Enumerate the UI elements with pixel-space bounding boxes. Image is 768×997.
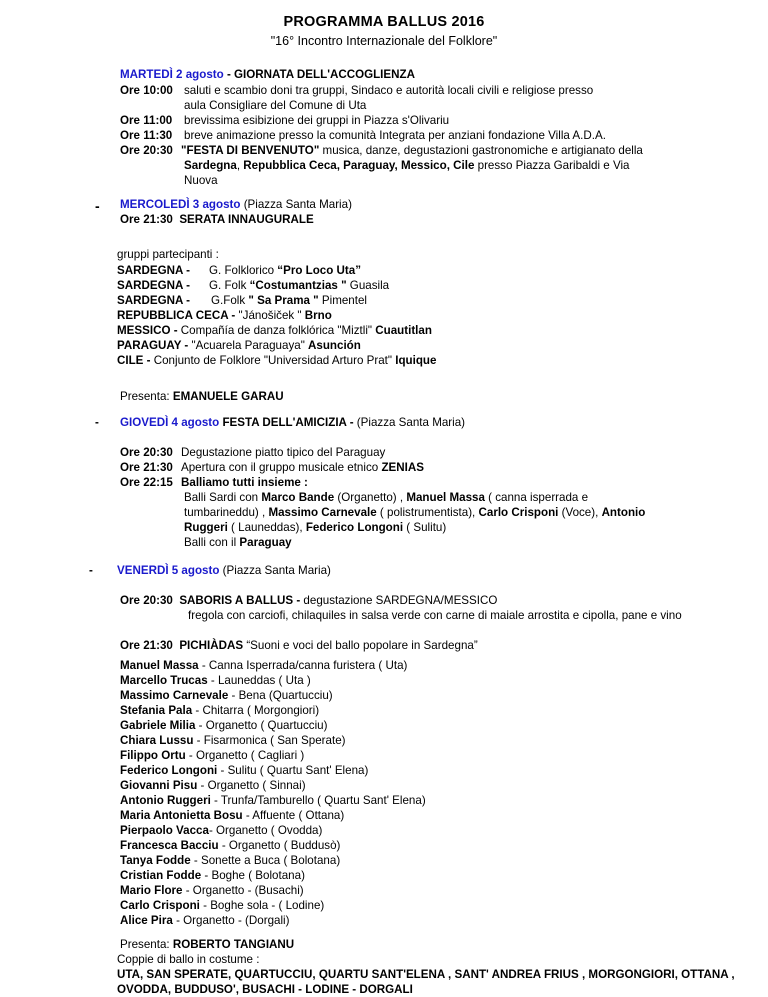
group-region: REPUBBLICA CECA - bbox=[117, 309, 239, 322]
day4-date: VENERDÌ 5 agosto bbox=[117, 564, 220, 577]
group-title: "Acuarela Paraguaya" bbox=[191, 339, 309, 352]
musician-row bbox=[120, 764, 368, 778]
event-time: Ore 20:30 bbox=[120, 594, 173, 607]
musician-row bbox=[120, 659, 407, 673]
day2-date: MERCOLEDÌ 3 agosto bbox=[120, 198, 241, 211]
bullet-dash: - bbox=[95, 198, 100, 214]
day4-place: (Piazza Santa Maria) bbox=[219, 564, 331, 577]
event-desc: Apertura con il gruppo musicale etnico bbox=[181, 461, 382, 474]
musician: Ruggeri bbox=[184, 521, 228, 534]
event-time: Ore 11:30 bbox=[120, 129, 173, 142]
t: (Organetto) , bbox=[334, 491, 407, 504]
musician-row bbox=[120, 749, 304, 763]
musician-name: Marcello Trucas bbox=[120, 674, 208, 687]
event-desc: degustazione SARDEGNA/MESSICO bbox=[303, 594, 498, 607]
musician-instrument: - Organetto ( Ovodda) bbox=[208, 824, 323, 837]
day3-event1 bbox=[120, 446, 173, 460]
couples-line2: OVODDA, BUDDUSO', BUSACHI - LODINE - DORGALI bbox=[117, 983, 413, 996]
event-time: Ore 20:30 bbox=[120, 144, 173, 157]
group-row bbox=[117, 324, 432, 338]
group-type: G. Folklorico bbox=[209, 264, 278, 277]
musician: Manuel Massa bbox=[406, 491, 485, 504]
musician-row bbox=[120, 884, 304, 898]
group-city: Cuautitlan bbox=[375, 324, 432, 337]
musician-instrument: - Trunfa/Tamburello ( Quartu Sant' Elena) bbox=[210, 794, 426, 807]
day4-event1-menu: fregola con carciofi, chilaquiles in salsa verde con carne di maiale arrostita e cipolla, pane e vino bbox=[188, 609, 682, 622]
day4-event1 bbox=[120, 594, 497, 608]
t: ( Launeddas), bbox=[227, 521, 306, 534]
group-region: SARDEGNA - bbox=[117, 294, 190, 307]
group-region: PARAGUAY - bbox=[117, 339, 192, 352]
presenter-label: Presenta: bbox=[120, 938, 173, 951]
t: ( canna isperrada e bbox=[484, 491, 589, 504]
day2-header bbox=[120, 198, 352, 212]
musician-row bbox=[120, 779, 306, 793]
couples-line1: UTA, SAN SPERATE, QUARTUCCIU, QUARTU SANT'ELENA , SANT' ANDREA FRIUS , MORGONGIORI, OTTANA , bbox=[117, 968, 735, 981]
event-time: Ore 10:00 bbox=[120, 84, 173, 97]
musician-instrument: - Organetto ( Cagliari ) bbox=[185, 749, 305, 762]
day1-event3 bbox=[120, 129, 172, 143]
musician-row bbox=[120, 899, 324, 913]
musician-instrument: - Launeddas ( Uta ) bbox=[207, 674, 311, 687]
group-city: Iquique bbox=[395, 354, 437, 367]
day1-event2-text: brevissima esibizione dei gruppi in Piazza s'Olivariu bbox=[184, 114, 450, 127]
musician-row bbox=[120, 869, 305, 883]
day3-place: (Piazza Santa Maria) bbox=[356, 416, 466, 429]
day1-heading: - GIORNATA DELL'ACCOGLIENZA bbox=[223, 68, 415, 81]
musician-name: Massimo Carnevale bbox=[120, 689, 229, 702]
musician-name: Alice Pira bbox=[120, 914, 173, 927]
event-time: Ore 21:30 bbox=[120, 461, 173, 474]
musician-instrument: - Organetto ( Buddusò) bbox=[218, 839, 341, 852]
event-title: "FESTA DI BENVENUTO" bbox=[181, 144, 320, 157]
group-city: Brno bbox=[301, 309, 332, 322]
day1-event4 bbox=[120, 144, 173, 158]
day3-line3 bbox=[184, 521, 446, 535]
day2-presenter bbox=[120, 390, 284, 404]
group-title: “Costumantzias " bbox=[249, 279, 347, 292]
musician-name: Mario Flore bbox=[120, 884, 183, 897]
musician-name: Giovanni Pisu bbox=[120, 779, 198, 792]
day3-line4 bbox=[184, 536, 292, 550]
day1-event4-line2 bbox=[184, 159, 630, 173]
day3-event: FESTA DELL'AMICIZIA - bbox=[219, 416, 357, 429]
musician-row bbox=[120, 824, 322, 838]
day2-event bbox=[120, 213, 314, 227]
musician-instrument: - Boghe ( Bolotana) bbox=[201, 869, 305, 882]
presenter-label: Presenta: bbox=[120, 390, 173, 403]
musician: Carlo Crisponi bbox=[478, 506, 559, 519]
sep: , bbox=[236, 159, 244, 172]
day3-event2-text bbox=[181, 461, 424, 475]
group-title: “Pro Loco Uta” bbox=[277, 264, 362, 277]
group-title: "Jánošiček " bbox=[238, 309, 302, 322]
presenter-name: ROBERTO TANGIANU bbox=[172, 938, 295, 951]
musician-instrument: - Affuente ( Ottana) bbox=[242, 809, 345, 822]
musician-instrument: - Fisarmonica ( San Sperate) bbox=[193, 734, 346, 747]
event-time: Ore 22:15 bbox=[120, 476, 173, 489]
event-title: SABORIS A BALLUS - bbox=[179, 594, 304, 607]
t: ( Sulitu) bbox=[403, 521, 447, 534]
musician-instrument: - Chitarra ( Morgongiori) bbox=[192, 704, 320, 717]
group-row bbox=[117, 294, 190, 308]
day1-event2 bbox=[120, 114, 172, 128]
day3-event3 bbox=[120, 476, 173, 490]
musician-row bbox=[120, 809, 344, 823]
group-name bbox=[209, 264, 361, 278]
page-title: PROGRAMMA BALLUS 2016 bbox=[283, 14, 485, 30]
group-row bbox=[117, 354, 436, 368]
day3-event1-text: Degustazione piatto tipico del Paraguay bbox=[181, 446, 386, 459]
musician-instrument: - Organetto ( Sinnai) bbox=[197, 779, 306, 792]
musician-instrument: - Organetto - (Busachi) bbox=[182, 884, 304, 897]
countries: Repubblica Ceca, Paraguay, Messico, Cile bbox=[243, 159, 475, 172]
group-title: Conjunto de Folklore "Universidad Arturo Prat" bbox=[153, 354, 396, 367]
musician-name: Filippo Ortu bbox=[120, 749, 186, 762]
t: tumbarineddu) , bbox=[184, 506, 269, 519]
group-title: " Sa Prama " bbox=[248, 294, 319, 307]
musician-name: Antonio Ruggeri bbox=[120, 794, 211, 807]
musician-name: Stefania Pala bbox=[120, 704, 193, 717]
couples-label: Coppie di ballo in costume : bbox=[117, 953, 260, 966]
day1-event4-line3: Nuova bbox=[184, 174, 218, 187]
group-title: Compañía de danza folklórica "Miztli" bbox=[180, 324, 376, 337]
musician-name: Cristian Fodde bbox=[120, 869, 202, 882]
day3-event3-text bbox=[181, 476, 308, 490]
location: presso Piazza Garibaldi e Via bbox=[474, 159, 630, 172]
musician-name: Chiara Lussu bbox=[120, 734, 194, 747]
musician-instrument: - Canna Isperrada/canna furistera ( Uta) bbox=[198, 659, 408, 672]
event-time: Ore 20:30 bbox=[120, 446, 173, 459]
musician-name: Manuel Massa bbox=[120, 659, 199, 672]
day2-place: (Piazza Santa Maria) bbox=[240, 198, 352, 211]
event-desc: “Suoni e voci del ballo popolare in Sardegna” bbox=[243, 639, 478, 652]
t: (Voce), bbox=[558, 506, 602, 519]
day1-date: MARTEDÌ 2 agosto bbox=[120, 68, 224, 81]
event-time: Ore 11:00 bbox=[120, 114, 173, 127]
day1-event1-text2: aula Consigliare del Comune di Uta bbox=[184, 99, 367, 112]
musician-row bbox=[120, 734, 346, 748]
day4-event2 bbox=[120, 639, 478, 653]
group-row bbox=[117, 339, 361, 353]
musician: Marco Bande bbox=[261, 491, 335, 504]
musician: Massimo Carnevale bbox=[268, 506, 377, 519]
day4-header bbox=[117, 564, 331, 578]
day4-presenter bbox=[120, 938, 294, 952]
group-row bbox=[117, 264, 190, 278]
group-region: SARDEGNA - bbox=[117, 279, 190, 292]
group-row bbox=[117, 279, 190, 293]
group-type: G. Folk bbox=[209, 279, 250, 292]
musician-name: Federico Longoni bbox=[120, 764, 218, 777]
group-region: MESSICO - bbox=[117, 324, 181, 337]
musician-instrument: - Organetto ( Quartucciu) bbox=[195, 719, 328, 732]
musician-row bbox=[120, 719, 327, 733]
musician-instrument: - Sonette a Buca ( Bolotana) bbox=[190, 854, 341, 867]
group-city: Asunción bbox=[308, 339, 361, 352]
day3-event2 bbox=[120, 461, 173, 475]
bullet-dash: - bbox=[89, 564, 93, 577]
musician-name: Pierpaolo Vacca bbox=[120, 824, 209, 837]
musician-name: Carlo Crisponi bbox=[120, 899, 200, 912]
musician: Federico Longoni bbox=[305, 521, 404, 534]
group-type: G.Folk bbox=[211, 294, 249, 307]
event-title: PICHIÀDAS bbox=[179, 639, 244, 652]
day3-date: GIOVEDÌ 4 agosto bbox=[120, 416, 220, 429]
day1-event1 bbox=[120, 84, 173, 98]
event-time: Ore 21:30 bbox=[120, 639, 173, 652]
musician-instrument: - Sulitu ( Quartu Sant' Elena) bbox=[217, 764, 369, 777]
musician-row bbox=[120, 914, 289, 928]
musician-row bbox=[120, 689, 333, 703]
page-subtitle: "16° Incontro Internazionale del Folklore" bbox=[270, 34, 498, 48]
day1-event1-text: saluti e scambio doni tra gruppi, Sindaco e autorità locali civili e religiose presso bbox=[184, 84, 594, 97]
event-title: Balliamo tutti insieme : bbox=[181, 476, 308, 489]
group-city: Guasila bbox=[346, 279, 390, 292]
musician-row bbox=[120, 839, 340, 853]
t: Balli Sardi con bbox=[184, 491, 262, 504]
musician-name: Maria Antonietta Bosu bbox=[120, 809, 243, 822]
region: Sardegna bbox=[184, 159, 237, 172]
musician-instrument: - Bena (Quartucciu) bbox=[228, 689, 333, 702]
day1-header bbox=[120, 68, 415, 82]
musician: Antonio bbox=[601, 506, 646, 519]
group-city: Pimentel bbox=[318, 294, 367, 307]
day1-event4-text bbox=[181, 144, 643, 158]
event-desc: musica, danze, degustazioni gastronomiche e artigianato della bbox=[319, 144, 643, 157]
group-name bbox=[211, 294, 367, 308]
day3-header bbox=[120, 416, 465, 430]
event-title: SERATA INNAUGURALE bbox=[179, 213, 314, 226]
bullet-dash: - bbox=[95, 416, 99, 429]
country: Paraguay bbox=[239, 536, 292, 549]
band-name: ZENIAS bbox=[381, 461, 424, 474]
t: ( polistrumentista), bbox=[376, 506, 479, 519]
musician-row bbox=[120, 704, 319, 718]
day3-line1 bbox=[184, 491, 588, 505]
presenter-name: EMANUELE GARAU bbox=[172, 390, 284, 403]
day1-event3-text: breve animazione presso la comunità Integrata per anziani fondazione Villa A.D.A. bbox=[184, 129, 606, 142]
musician-row bbox=[120, 674, 311, 688]
musician-name: Gabriele Milia bbox=[120, 719, 196, 732]
group-row bbox=[117, 309, 332, 323]
musician-name: Tanya Fodde bbox=[120, 854, 191, 867]
musician-name: Francesca Bacciu bbox=[120, 839, 219, 852]
musician-row bbox=[120, 794, 426, 808]
musician-instrument: - Organetto - (Dorgali) bbox=[172, 914, 290, 927]
groups-label: gruppi partecipanti : bbox=[117, 248, 219, 261]
group-region: CILE - bbox=[117, 354, 154, 367]
event-time: Ore 21:30 bbox=[120, 213, 173, 226]
musician-instrument: - Boghe sola - ( Lodine) bbox=[199, 899, 325, 912]
day3-line2 bbox=[184, 506, 645, 520]
group-name bbox=[209, 279, 389, 293]
musician-row bbox=[120, 854, 340, 868]
group-region: SARDEGNA - bbox=[117, 264, 190, 277]
t: Balli con il bbox=[184, 536, 240, 549]
